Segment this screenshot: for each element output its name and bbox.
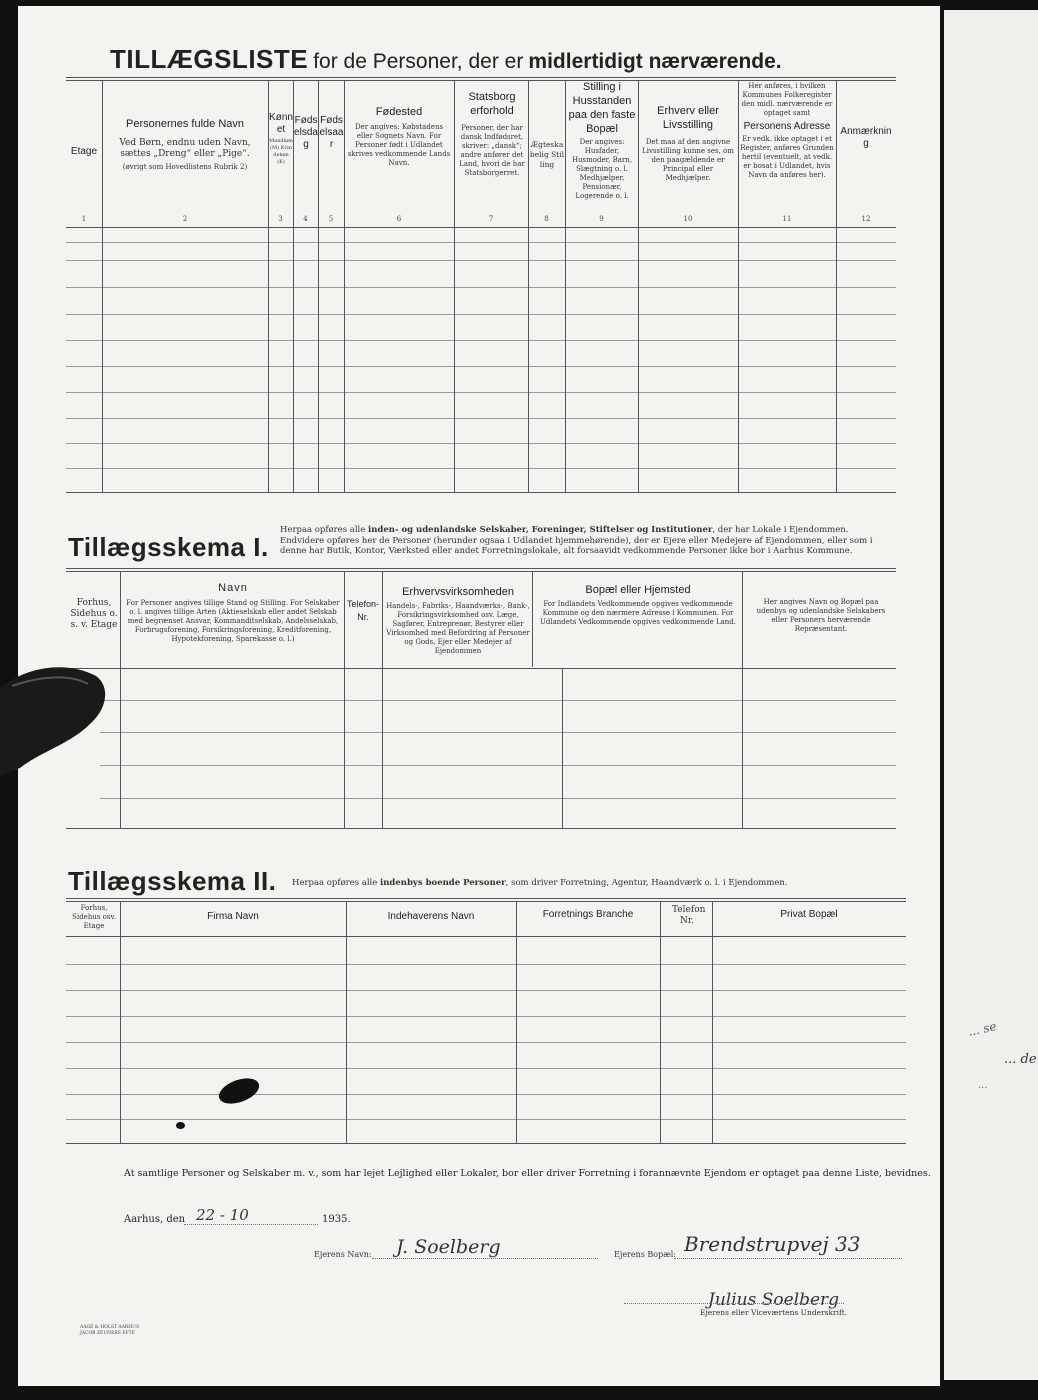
col-register: Her anføres, i hvilken Kommunes Folkeregister bbox=[742, 82, 832, 99]
colnum-10: 10 bbox=[683, 215, 693, 223]
colnum-2: 2 bbox=[182, 215, 188, 223]
s2-col-indehaver: Indehaverens Navn bbox=[387, 911, 475, 922]
date-handwritten: 22 - 10 bbox=[196, 1206, 249, 1224]
col-fodested: Fødested bbox=[375, 106, 423, 118]
footer-place: Aarhus, den bbox=[124, 1214, 186, 1225]
s1-col-telefon: Telefon-Nr. bbox=[346, 599, 380, 622]
colnum-6: 6 bbox=[396, 215, 402, 223]
colnum-1: 1 bbox=[81, 215, 87, 223]
col-husstand-sub: Der angives: Husfader, Husmoder, Barn, Slægtning o. l. Medhjælper, Pensionær, Logerende o. l. bbox=[571, 138, 633, 200]
col-kon: Kønnet bbox=[269, 112, 293, 135]
col-navn-sub: Ved Børn, endnu uden Navn, sættes „Dreng“ eller „Pige“. bbox=[119, 138, 251, 159]
col-erhverv-sub: Det maa af den angivne Livsstilling kunne ses, om den paagældende er Principal eller Medhjælper. bbox=[642, 138, 734, 182]
signature-label: Ejerens eller Viceværtens Underskrift. bbox=[700, 1308, 848, 1317]
ink-dot bbox=[176, 1122, 185, 1129]
s1-col-bopael: Bopæl eller Hjemsted bbox=[585, 584, 691, 596]
col-statsborger-sub: Personer, der har dansk Indfødsret, skriver: „dansk“; andre anfører det Land, hvori de har Statsborgerret. bbox=[459, 124, 525, 177]
colnum-9: 9 bbox=[599, 215, 604, 223]
skema1-title: Tillægsskema I. bbox=[68, 532, 269, 562]
colnum-7: 7 bbox=[488, 215, 494, 223]
s2-col-firma: Firma Navn bbox=[207, 911, 259, 922]
title-end: midlertidigt nærværende. bbox=[528, 50, 782, 73]
col-adresse-sub: Er vedk. ikke optaget i et Register, anføres Grunden hertil (eventuelt, at vedk. er bosat i Udlandet, hvis Navn da anføres her). bbox=[740, 135, 834, 179]
colnum-12: 12 bbox=[861, 215, 871, 223]
skema2-title: Tillægsskema II. bbox=[68, 866, 277, 896]
owner-address: Brendstrupvej 33 bbox=[684, 1232, 861, 1256]
colnum-3: 3 bbox=[278, 215, 283, 223]
col-aegteskab: Ægteskabelig Stilling bbox=[529, 140, 565, 169]
form-sheet bbox=[18, 6, 940, 1386]
owner-name: J. Soelberg bbox=[396, 1236, 501, 1258]
signature: Julius Soelberg bbox=[708, 1290, 840, 1310]
col-statsborger: Statsborgerforhold bbox=[468, 91, 516, 117]
col-navn: Personernes fulde Navn bbox=[125, 118, 244, 130]
s2-col-telefon: Telefon Nr. bbox=[672, 905, 706, 926]
col-fodested-sub: Der angives: Købstadens eller Sognets Navn. For Personer født i Udlandet skrives vedkommende Lands Navn. bbox=[347, 123, 451, 167]
margin-note-1: ... se bbox=[966, 1019, 998, 1039]
margin-note-2: ... de bbox=[1004, 1052, 1037, 1067]
s1-col-etage: Forhus, Sidehus o. s. v. Etage bbox=[70, 598, 118, 630]
col-husstand: Stilling i Husstanden paa den faste Bopæl bbox=[568, 81, 636, 135]
title-mid: for de Personer, der er bbox=[313, 50, 524, 73]
printer-mark: AAGE & HOLST AARHUS JACOB ZEUNERS EFTF. bbox=[80, 1325, 140, 1336]
owner-address-label: Ejerens Bopæl: bbox=[614, 1250, 677, 1259]
skema1-description: Herpaa opføres alle inden- og udenlandske Selskaber, Foreninger, Stiftelser og Institutioner, der har Lokale i Ejendommen. Endvidere opføres her de Personer (herunder ogsaa i Udlandet hjemmehørende), der er Ejere eller Medejere af Ejendommen, eller som i denne har Butik, Kontor, Værksted eller andet Forretningslokale, alt forsaavidt vedkommende Personer ikke bor i Aarhus Kommune. bbox=[280, 525, 873, 556]
col-navn-sub2: (øvrigt som Hovedlistens Rubrik 2) bbox=[122, 163, 248, 171]
skema2-description: Herpaa opføres alle indenbys boende Personer, som driver Forretning, Agentur, Haandværk o. l. i Ejendommen. bbox=[292, 878, 788, 888]
footer-statement: At samtlige Personer og Selskaber m. v., som har lejet Lejlighed eller Lokaler, bor eller driver Forretning i forannævnte Ejendom er optaget paa denne Liste, bevidnes. bbox=[124, 1168, 931, 1179]
col-register-sub: den midl. nærværende er optaget samt bbox=[741, 100, 833, 117]
col-fodselsdag: Fødselsdag bbox=[294, 115, 318, 150]
s2-col-etage: Forhus, Sidehus osv. Etage bbox=[72, 904, 116, 930]
s1-col-bopael-sub: For Indlandets Vedkommende opgives vedkommende Kommune og den nærmere Adresse i Kommunen. For Udlandets Vedkommende opgives vedkommende Land. bbox=[540, 600, 736, 626]
col-kon-sub: Mandkøn (M) Kvindekøn (K) bbox=[269, 138, 293, 165]
s1-col-rep: Her angives Navn og Bopæl paa udenbys og udenlandske Selskabers eller Personers herværende Repræsentant. bbox=[756, 598, 886, 633]
col-adresse: Personens Adresse bbox=[743, 121, 831, 132]
thumb-artifact bbox=[0, 658, 110, 778]
colnum-8: 8 bbox=[544, 215, 549, 223]
colnum-4: 4 bbox=[303, 215, 308, 223]
s1-col-erhverv-sub: Handels-, Fabriks-, Haandværks-, Bank-, Forsikringsvirksomhed osv. Læge, Sagfører, Entreprenør, Bestyrer eller Virksomhed med Befordring af Personer og Gods, Ejer eller Medejer af Ejendommen bbox=[386, 602, 530, 655]
s1-col-navn-sub: For Personer angives tillige Stand og Stilling. For Selskaber o. l. angives tillige Arten (Aktieselskab eller andet Selskab med begrænset Ansvar, Kommanditselskab, Andelsselskab, Forbrugsforening, Forsikringsforening, Kreditforening, Hypotekforening, Sparekasse o. l.) bbox=[126, 599, 340, 643]
colnum-11: 11 bbox=[782, 215, 792, 223]
colnum-5: 5 bbox=[328, 215, 334, 223]
owner-name-label: Ejerens Navn: bbox=[314, 1250, 372, 1259]
s2-col-branche: Forretnings Branche bbox=[542, 909, 634, 920]
title-main: TILLÆGSLISTE bbox=[110, 44, 309, 74]
col-etage: Etage bbox=[70, 146, 98, 157]
page-title bbox=[110, 44, 910, 75]
s2-col-bopael: Privat Bopæl bbox=[780, 909, 838, 920]
col-fodselsaar: Fødselsaar bbox=[319, 115, 344, 150]
adjacent-page bbox=[944, 10, 1038, 1380]
s1-col-navn: Navn bbox=[218, 582, 248, 594]
margin-note-3: ... bbox=[978, 1080, 988, 1091]
s1-col-erhverv: Erhvervsvirksomheden bbox=[402, 586, 514, 598]
col-erhverv: Erhverv eller Livsstilling bbox=[657, 105, 719, 131]
col-anmaerkning: Anmærkning bbox=[840, 126, 892, 149]
footer-year: 1935. bbox=[322, 1214, 351, 1225]
